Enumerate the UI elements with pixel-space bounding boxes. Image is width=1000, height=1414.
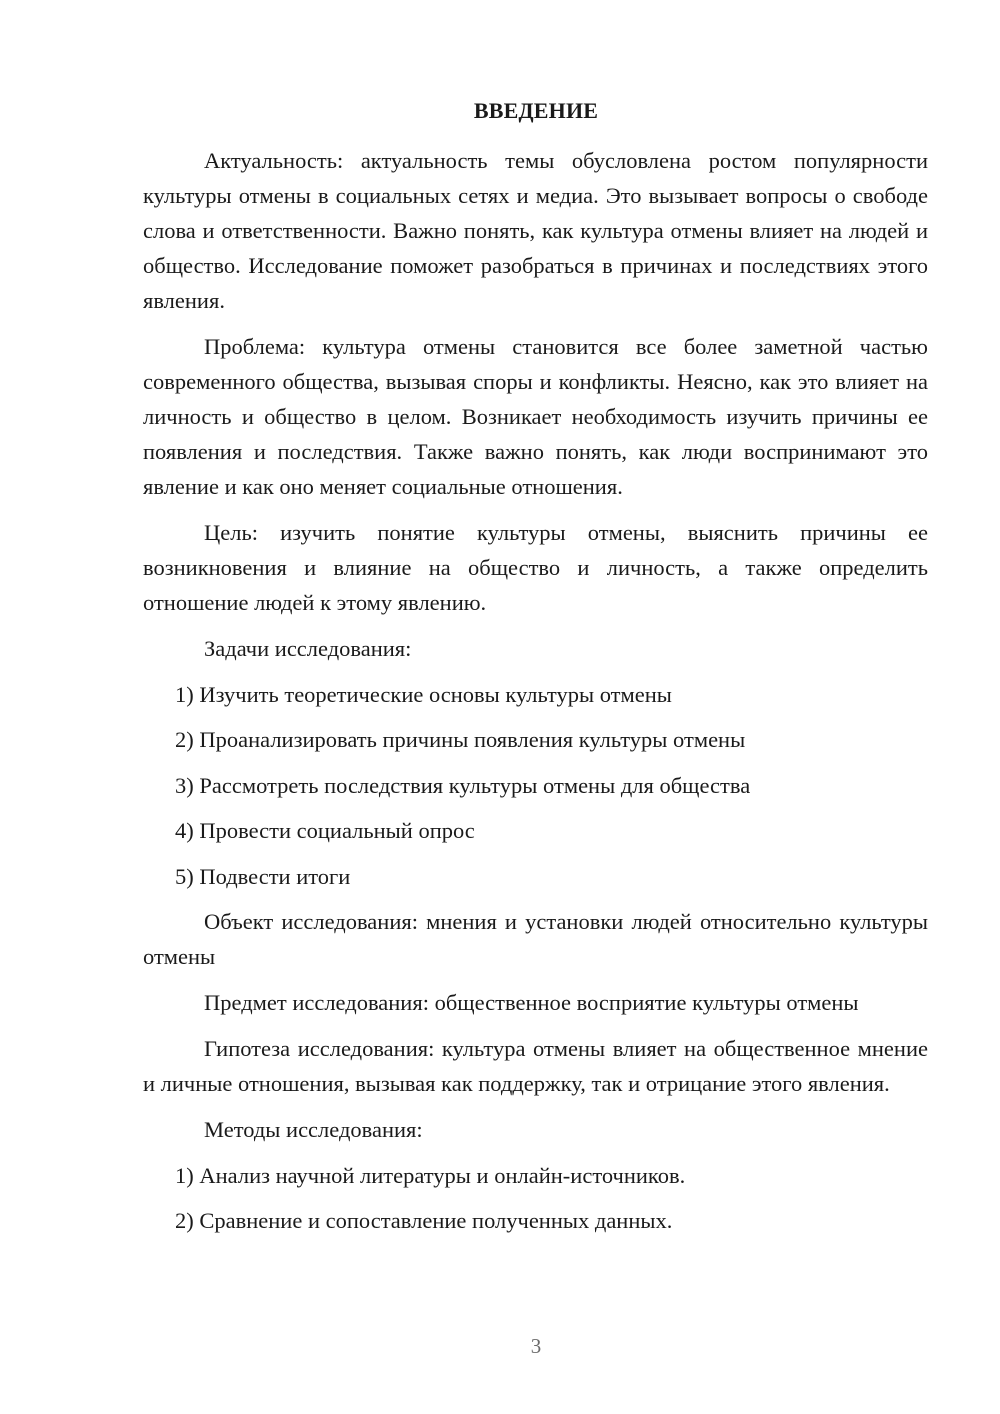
method-item: 2) Сравнение и сопоставление полученных данных.	[175, 1208, 673, 1233]
problem-paragraph: Проблема: культура отмены становится все более заметной частью современного общества, вызывая споры и конфликты. Неясно, как это влияет на личность и общество в целом. Возникает необходимость изучить причины ее появления и последствия. Также важно понять, как люди воспринимают это явление и как оно меняет социальные отношения.	[143, 334, 928, 499]
page-number: 3	[530, 1334, 542, 1358]
goal-paragraph: Цель: изучить понятие культуры отмены, выяснить причины ее возникновения и влияние на общество и личность, а также определить отношение людей к этому явлению.	[143, 520, 928, 615]
task-item: 5) Подвести итоги	[175, 863, 351, 889]
task-item: 1) Изучить теоретические основы культуры отмены	[175, 681, 672, 707]
document-body	[143, 143, 928, 1238]
methods-heading: Методы исследования:	[204, 1117, 423, 1142]
relevance-paragraph: Актуальность: актуальность темы обусловлена ростом популярности культуры отмены в социальных сетях и медиа. Это вызывает вопросы о свободе слова и ответственности. Важно понять, как культура отмены влияет на людей и общество. Исследование поможет разобраться в причинах и последствиях этого явления.	[143, 148, 928, 313]
task-item: 2) Проанализировать причины появления культуры отмены	[175, 727, 746, 752]
tasks-heading: Задачи исследования:	[204, 636, 412, 661]
subject-paragraph: Предмет исследования: общественное восприятие культуры отмены	[204, 990, 859, 1015]
hypothesis-paragraph: Гипотеза исследования: культура отмены влияет на общественное мнение и личные отношения, вызывая как поддержку, так и отрицание этого явления.	[143, 1036, 928, 1096]
method-item: 1) Анализ научной литературы и онлайн-источников.	[175, 1162, 686, 1188]
task-item: 4) Провести социальный опрос	[175, 818, 475, 843]
object-paragraph: Объект исследования: мнения и установки людей относительно культуры отмены	[143, 909, 928, 969]
page-title: ВВЕДЕНИЕ	[473, 98, 599, 123]
task-item: 3) Рассмотреть последствия культуры отмены для общества	[175, 772, 751, 798]
